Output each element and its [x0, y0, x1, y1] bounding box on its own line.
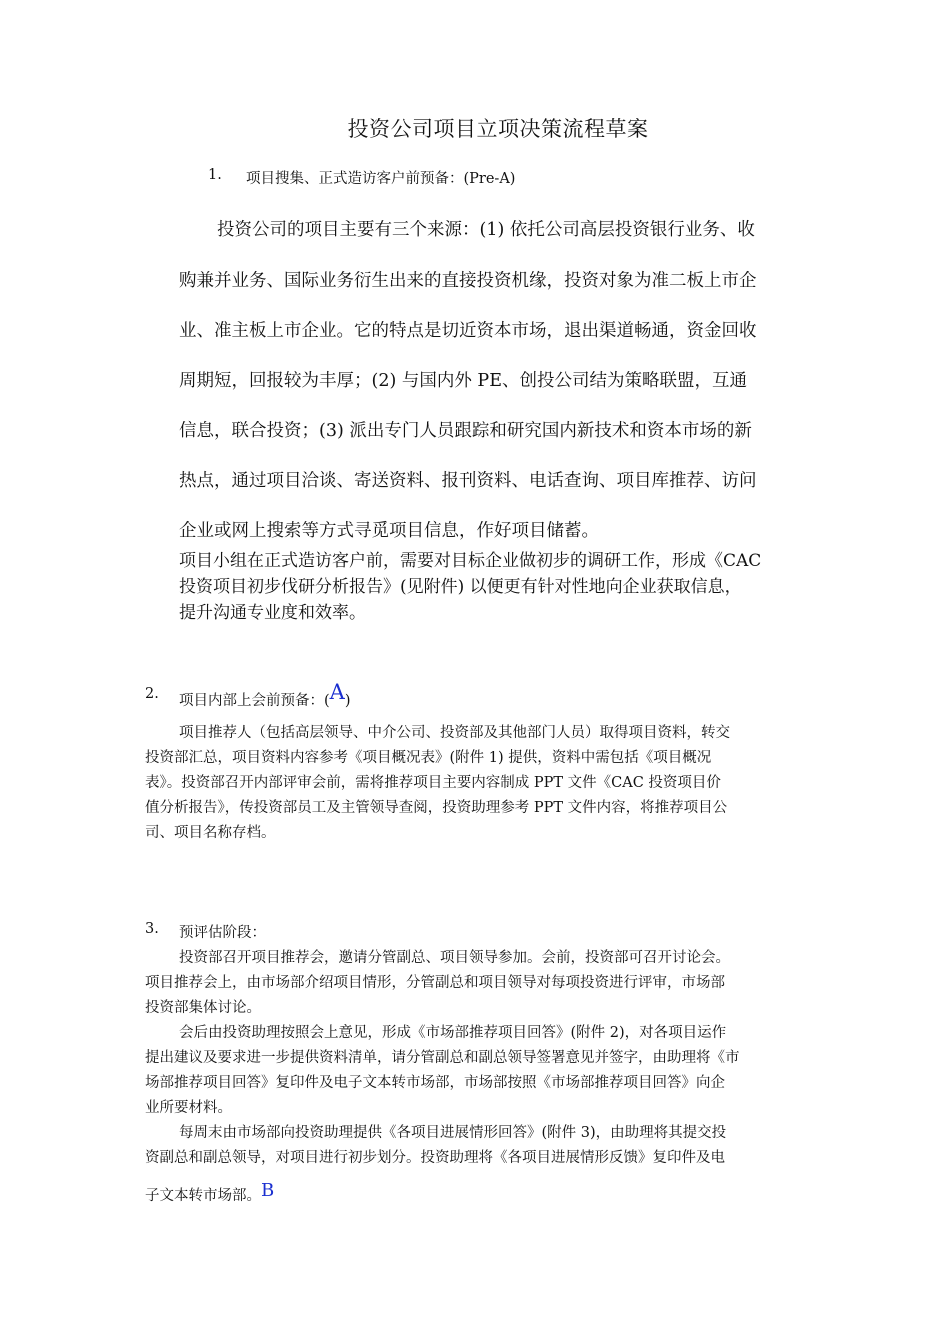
paragraph-line: 企业或网上搜索等方式寻觅项目信息，作好项目储蓄。 — [179, 521, 599, 541]
paragraph-line: 投资项目初步伐研分析报告》(见附件) 以便更有针对性地向企业获取信息， — [179, 577, 742, 597]
paragraph-line: 投资部汇总，项目资料内容参考《项目概况表》(附件 1) 提供，资料中需包括《项目概况 — [145, 750, 712, 766]
paragraph-line: 项目小组在正式造访客户前，需要对目标企业做初步的调研工作，形成《CAC — [179, 551, 762, 571]
paragraph-line: 购兼并业务、国际业务衍生出来的直接投资机缘，投资对象为准二板上市企 — [179, 271, 757, 291]
paragraph-line: 场部推荐项目回答》复印件及电子文本转市场部，市场部按照《市场部推荐项目回答》向企 — [145, 1075, 725, 1091]
section-3-heading: 预评估阶段： — [179, 925, 266, 941]
paragraph-line: 值分析报告》，传投资部员工及主管领导查阅，投资助理参考 PPT 文件内容，将推荐项目公 — [145, 800, 728, 816]
paragraph-line-text: 子文本转市场部。 — [145, 1188, 261, 1204]
paragraph-line: 投资部召开项目推荐会，邀请分管副总、项目领导参加。会前，投资部可召开讨论会。 — [179, 950, 730, 966]
paragraph-line: 表》。投资部召开内部评审会前，需将推荐项目主要内容制成 PPT 文件《CAC 投资项目价 — [145, 775, 721, 791]
paragraph-line: 项目推荐人（包括高层领导、中介公司、投资部及其他部门人员）取得项目资料，转交 — [179, 725, 730, 741]
section-number: 1. — [208, 167, 222, 183]
paragraph-line: 投资部集体讨论。 — [145, 1000, 261, 1016]
paragraph-line: 业、准主板上市企业。它的特点是切近资本市场，退出渠道畅通，资金回收 — [179, 321, 757, 341]
paragraph-line: 信息，联合投资；(3) 派出专门人员跟踪和研究国内新技术和资本市场的新 — [179, 421, 752, 441]
paragraph-line: 资副总和副总领导，对项目进行初步划分。投资助理将《各项目进展情形反馈》复印件及电 — [145, 1150, 725, 1166]
section-2-heading — [179, 680, 351, 710]
section-1-heading — [0, 167, 950, 187]
paragraph-line: 业所要材料。 — [145, 1100, 232, 1116]
section-3-number: 3. — [145, 921, 159, 937]
paragraph-line: 每周末由市场部向投资助理提供《各项目进展情形回答》(附件 3)，由助理将其提交投 — [179, 1125, 727, 1141]
paragraph-line: 提升沟通专业度和效率。 — [179, 603, 366, 623]
document-title: 投资公司项目立项决策流程草案 — [347, 117, 649, 141]
paragraph-line: 投资公司的项目主要有三个来源：(1) 依托公司高层投资银行业务、收 — [217, 220, 755, 240]
paragraph-line: 提出建议及要求进一步提供资料清单，请分管副总和副总领导签署意见并签字，由助理将《市 — [145, 1050, 740, 1066]
annotation-marker-a: A — [329, 680, 345, 704]
paragraph-line: 司、项目名称存档。 — [145, 825, 276, 841]
paragraph-line-last — [145, 1180, 275, 1205]
section-heading-close: ) — [344, 693, 351, 709]
paragraph-line: 会后由投资助理按照会上意见，形成《市场部推荐项目回答》(附件 2)，对各项目运作 — [179, 1025, 727, 1041]
paragraph-line: 热点，通过项目洽谈、寄送资料、报刊资料、电话查询、项目库推荐、访问 — [179, 471, 757, 491]
section-heading-text: 项目内部上会前预备：( — [179, 693, 330, 709]
paragraph-line: 项目推荐会上，由市场部介绍项目情形，分管副总和项目领导对每项投资进行评审，市场部 — [145, 975, 725, 991]
section-2-number: 2. — [145, 686, 159, 702]
annotation-marker-b: B — [261, 1180, 275, 1201]
section-heading-text: 项目搜集、正式造访客户前预备：(Pre-A) — [246, 171, 516, 187]
paragraph-line: 周期短，回报较为丰厚；(2) 与国内外 PE、创投公司结为策略联盟，互通 — [179, 371, 747, 391]
